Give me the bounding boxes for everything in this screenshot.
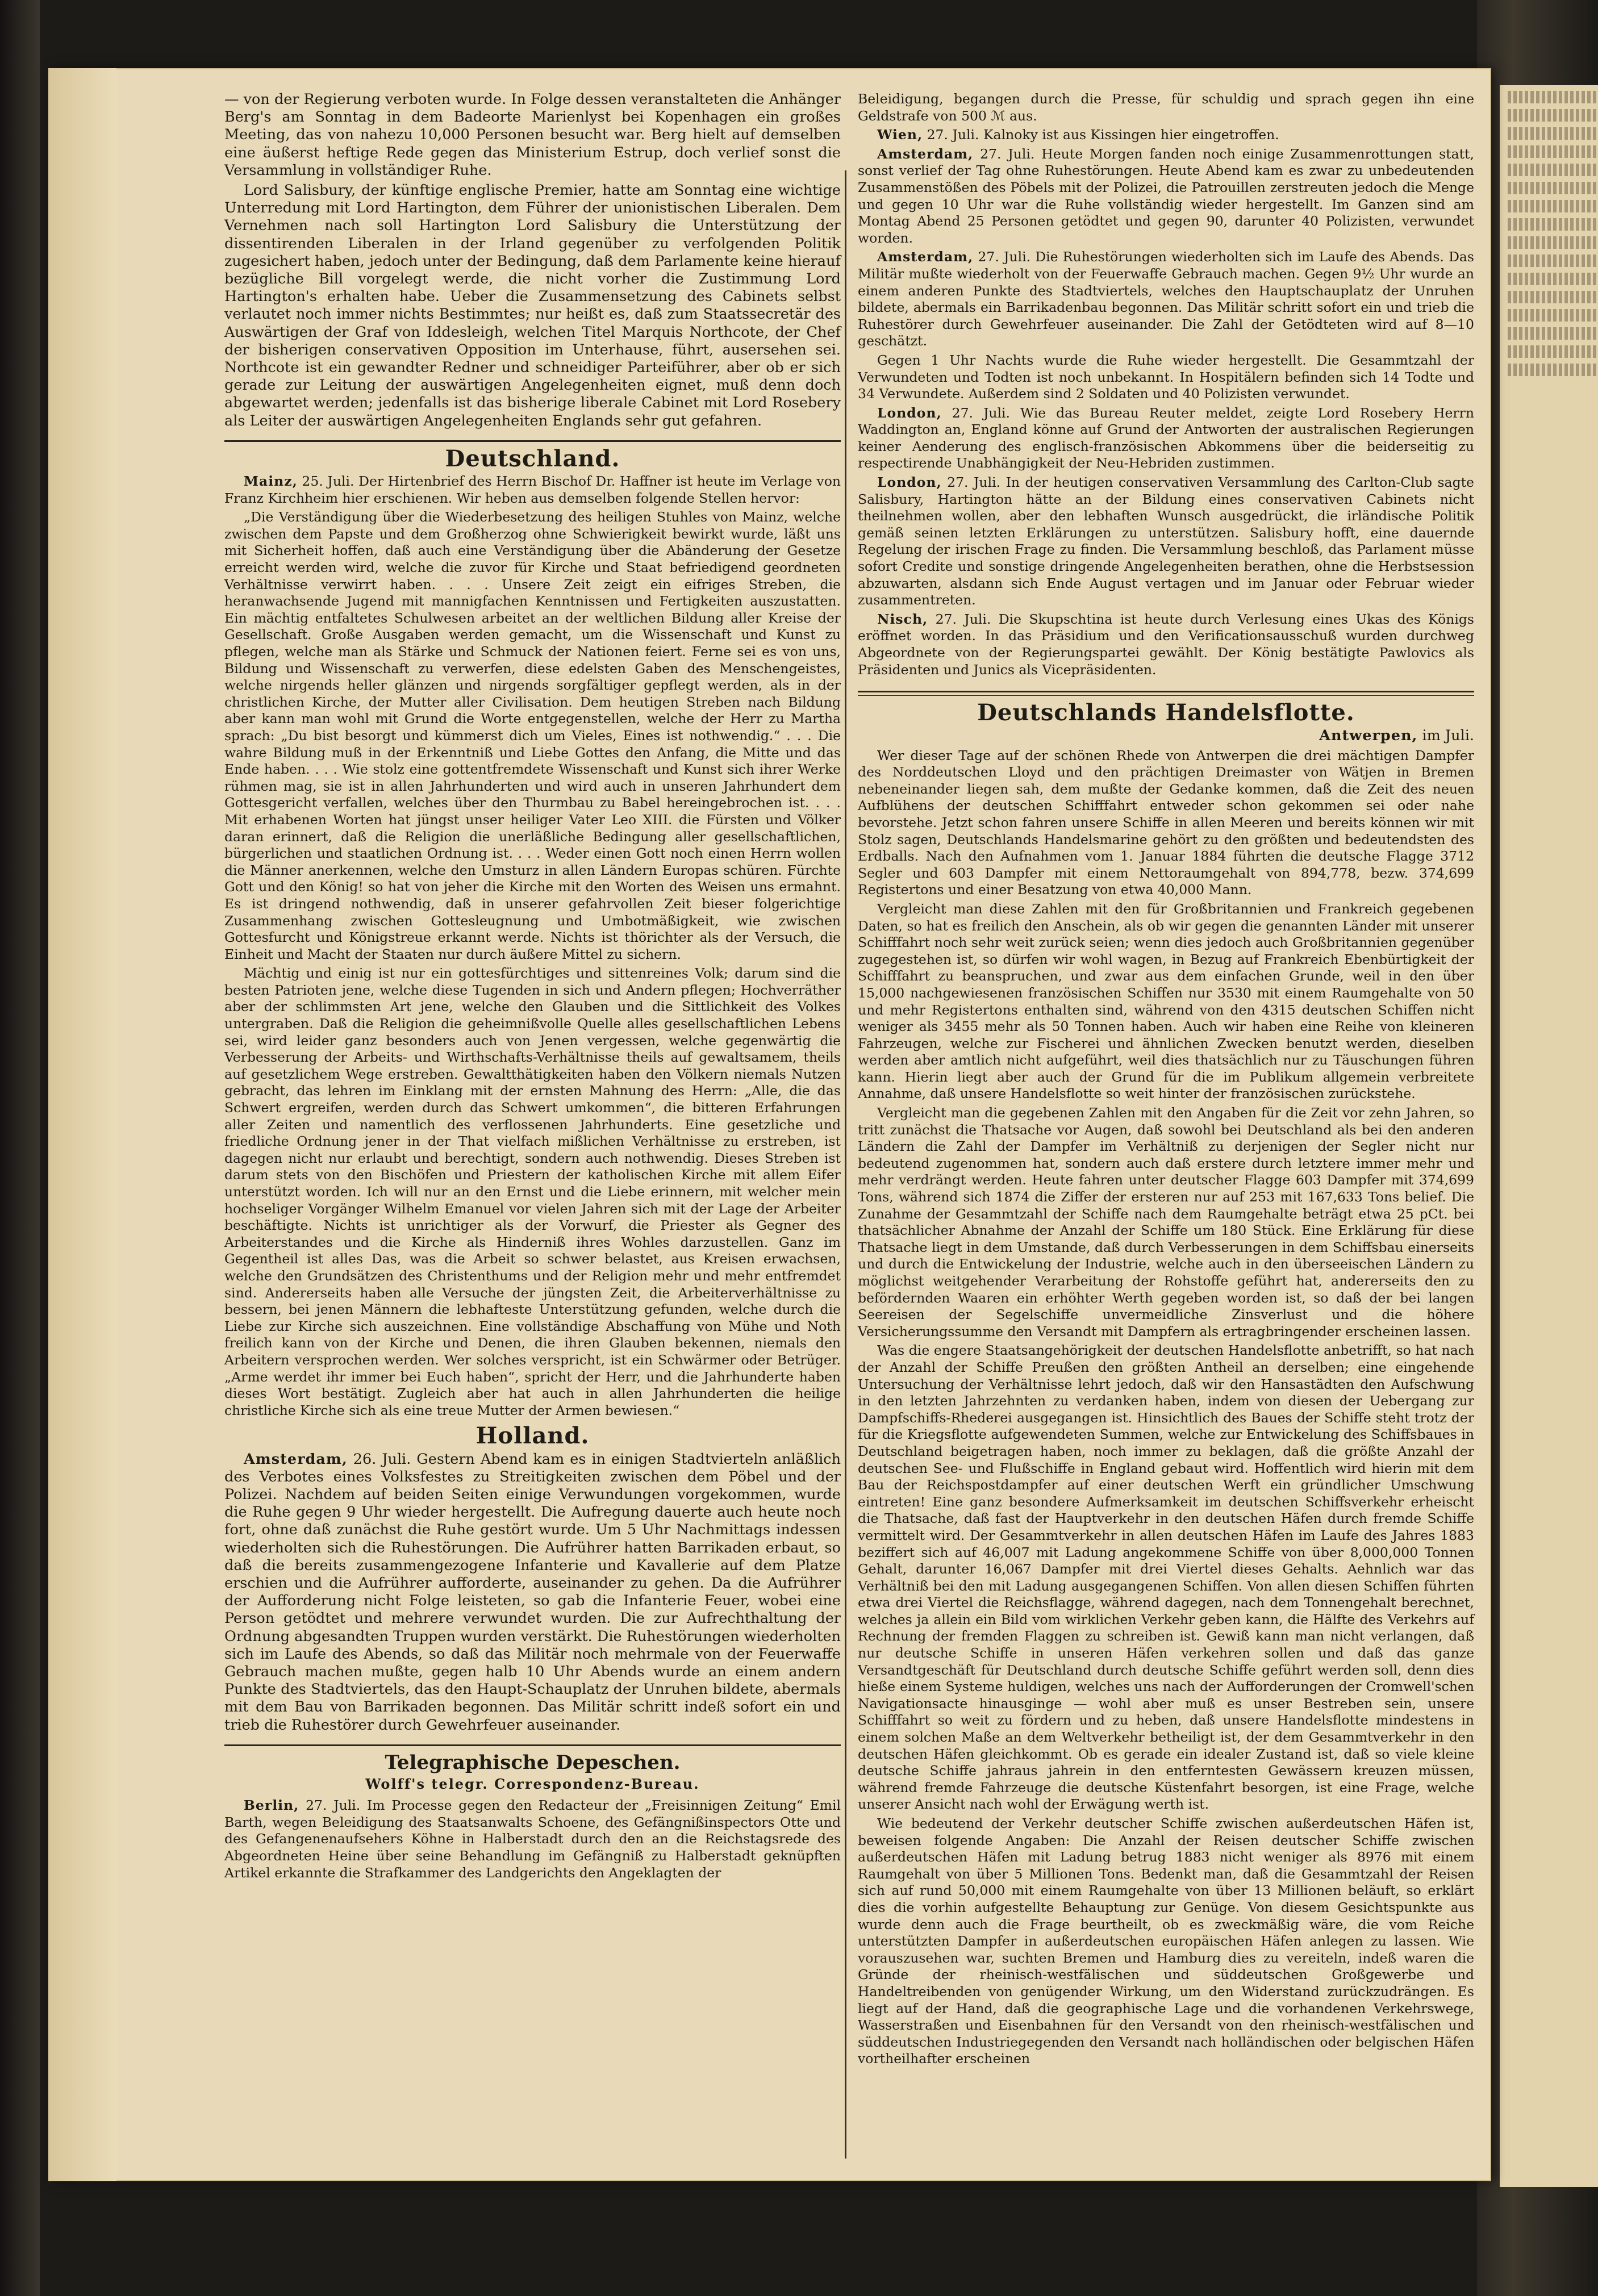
date: 27. Juli. <box>947 474 1001 491</box>
article-text: Der Hirtenbrief des Herrn Bischof Dr. Haffner ist heute im Verlage von Franz Kirchheim hier erschienen. Wir heben aus demselben folgende Stellen hervor: <box>224 473 841 506</box>
dateline: London, <box>877 404 942 421</box>
dateline: Amsterdam, <box>877 145 974 162</box>
date: 27. Juli. <box>952 404 1011 421</box>
dateline: Wien, <box>877 127 923 143</box>
article-text: Gestern Abend kam es in einigen Stadtvierteln anläßlich des Verbotes eines Volksfestes zu Streitigkeiten zwischen dem Pöbel und der Polizei. Nachdem auf beiden Seiten einige Verwundungen vorgekommen, wurde die Ruhe gegen 9 Uhr wieder hergestellt. Die Aufregung dauerte auch heute noch fort, ohne daß zunächst die Ruhe gestört wurde. Um 5 Uhr Nachmittags indessen wiederholten sich die Ruhestörungen. Die Aufrührer hatten Barrikaden erbaut, so daß die bereits zusammengezogene Infanterie und Kavallerie auf dem Platze erschien und die Aufrührer aufforderte, auseinander zu gehen. Da die Aufrührer der Aufforderung nicht Folge leisteten, so gab die Infanterie Feuer, wobei eine Person getödtet und mehrere verwundet wurden. Die zur Aufrechthaltung der Ordnung abgesandten Truppen wurden verstärkt. Die Ruhestörungen wiederholten sich im Laufe des Abends, so daß das Militär noch mehrmale von der Feuerwaffe Gebrauch machen mußte, gegen halb 10 Uhr Abends wurde an einem andern Punkte des Stadtviertels, das den Haupt-Schauplatz der Unruhen bildete, abermals mit dem Bau von Barrikaden begonnen. Das Militär schritt indeß sofort ein und trieb die Ruhestörer durch Gewehrfeuer auseinander. <box>224 1450 841 1734</box>
date: 25. Juli. <box>302 473 354 490</box>
bureau-line: Wolff's telegr. Correspondenz-Bureau. <box>365 1775 700 1792</box>
article-paragraph: Vergleicht man diese Zahlen mit den für Großbritannien und Frankreich gegebenen Daten, so hat es freilich den Anschein, als ob wir gegen die genannten Länder mit unserer Schifffahrt noch sehr weit zurück seien; wenn dies jedoch auch Großbritannien gegenüber zugegestehen ist, so dürfen wir wohl wagen, in Bezug auf Frankreich Ebenbürtigkeit der Schifffahrt zu beanspruchen, und zwar aus dem einfachen Grunde, weil in den über 15,000 nachgewiesenen französischen Schiffen nur 3530 mit einem Raumgehalte von 50 und mehr Registertons enthalten sind, während von den 4315 deutschen Schiffen nicht weniger als 3455 mehr als 50 Tonnen haben. Auch wir haben eine Reihe von kleineren Fahrzeugen, welche zur Fischerei und ähnlichen Zwecken benutzt werden, dieselben werden aber amtlich nicht aufgeführt, weil dies thatsächlich nur zu Täuschungen führen kann. Hierin liegt aber auch der Grund für die im Publikum allgemein verbreitete Annahme, daß unsere Handelsflotte so weit hinter der französischen zurückstehe. <box>858 900 1474 1102</box>
dateline: Amsterdam, <box>877 249 974 265</box>
telegram-text: Kalnoky ist aus Kissingen hier eingetroffen. <box>983 127 1279 143</box>
telegram-text: Heute Morgen fanden noch einige Zusammenrottungen statt, sonst verlief der Tag ohne Ruhestörungen. Heute Abend kam es zwar zu unbedeutenden Zusammenstößen des Pöbels mit der Polizei, die Patrouillen zerstreuten jedoch die Menge und gegen 10 Uhr war die Ruhe vollständig wieder hergestellt. Im Ganzen sind am Montag Abend 25 Personen getödtet und gegen 90, darunter 40 Polizisten, verwundet worden. <box>858 145 1474 246</box>
dateline: Amsterdam, <box>244 1450 348 1468</box>
article-paragraph: — von der Regierung verboten wurde. In Folge dessen veranstalteten die Anhänger Berg's am Sonntag in dem Badeorte Marienlyst bei Kopenhagen ein großes Meeting, das von nahezu 10,000 Personen besucht war. Berg hielt auf demselben eine äußerst heftige Rede gegen das Ministerium Estrup, doch verlief sonst die Versammlung in vollständiger Ruhe. <box>224 91 841 179</box>
date: 27. Juli. <box>978 249 1031 265</box>
section-heading-holland: Holland. <box>475 1422 590 1450</box>
column-divider <box>845 170 846 2159</box>
date: 27. Juli. <box>927 127 979 143</box>
quote-paragraph: Mächtig und einig ist nur ein gottesfürchtiges und sittenreines Volk; darum sind die besten Patrioten jene, welche diese Tugenden in sich und Andern pflegen; Hochverräther aber der schlimmsten Art jene, welche den Glauben und die Sittlichkeit des Volkes untergraben. Daß die Religion die geheimnißvolle Quelle alles gesellschaftlichen Lebens sei, wird leider ganz besonders auch von Jenen vergessen, welche gegenwärtig die Verbesserung der Arbeits- und Wirthschafts-Verhältnisse theils auf gewaltsamem, theils auf gesetzlichem Wege erstreben. Gewaltthätigkeiten haben den Völkern niemals Nutzen gebracht, das lehren im Einklang mit der ernsten Mahnung des Herrn: „Alle, die das Schwert ergreifen, werden durch das Schwert umkommen“, die bitteren Erfahrungen aller Zeiten und namentlich des verflossenen Jahrhunderts. Eine gesetzliche und friedliche Ordnung jener in der That vielfach mißlichen Verhältnisse zu erstreben, ist dagegen nicht nur erlaubt und berechtigt, sondern auch nothwendig. Dieses Streben ist darum stets von den Bischöfen und Priestern der katholischen Kirche mit allem Eifer unterstützt worden. Ich will nur an den Ernst und die Liebe erinnern, mit welcher mein hochseliger Vorgänger Wilhelm Emanuel vor vielen Jahren sich mit der Lage der Arbeiter beschäftigte. Nichts ist unrichtiger als der Vorwurf, die Priester als Gegner des Arbeiterstandes und die Kirche als Hinderniß ihres Wohles darzustellen. Ganz im Gegentheil ist alles Das, was die Arbeit so schwer belastet, aus Kreisen erwachsen, welche den Grundsätzen des Christenthums und der Religion mehr und mehr entfremdet sind. Andererseits haben alle Versuche der jüngsten Zeit, die Arbeiterverhältnisse zu bessern, bei jenen Männern die lebhafteste Unterstützung gefunden, welche durch die Liebe zur Kirche sich auszeichnen. Eine vollständige Abschaffung von Mühe und Noth freilich kann von der Kirche und Denen, die ihren Glauben bekennen, niemals den Arbeitern versprochen werden. Wer solches verspricht, ist ein Schwärmer oder Betrüger. „Arme werdet ihr immer bei Euch haben“, spricht der Herr, und die Jahrhunderte haben dieses Wort bestätigt. Zugleich aber hat auch in allen Jahrhunderten die heilige christliche Kirche sich als eine treue Mutter der Armen bewiesen.“ <box>224 965 841 1418</box>
date: 27. Juli. <box>935 611 991 627</box>
date: 26. Juli. <box>353 1450 411 1468</box>
article-paragraph: Vergleicht man die gegebenen Zahlen mit den Angaben für die Zeit vor zehn Jahren, so tritt zunächst die Thatsache vor Augen, daß sowohl bei Deutschland als bei den anderen Ländern die Zahl der Dampfer im Verhältniß zu derjenigen der Segler nicht nur bedeutend zugenommen hat, sondern auch daß erstere durch letztere immer mehr und mehr verdrängt werden. Heute fahren unter deutscher Flagge 603 Dampfer mit 374,699 Tons, während sich 1874 die Ziffer der ersteren nur auf 253 mit 167,633 Tons belief. Die Zunahme der Gesammtzahl der Schiffe nach dem Raumgehalte beträgt etwa 25 pCt. bei thatsächlicher Abnahme der Anzahl der Schiffe um 180 Stück. Eine Erklärung für diese Thatsache liegt in dem Umstande, daß durch Verbesserungen in dem Schiffsbau einerseits und durch die Entwickelung der Industrie, welche auch in den überseeischen Ländern zu möglichst weitgehender Verarbeitung der Rohstoffe geführt hat, andererseits den zu befördernden Waaren ein erhöhter Werth gegeben worden ist, so daß der bei langen Seereisen der Segelschiffe unvermeidliche Zinsverlust und die höhere Versicherungssumme den Versandt mit Dampfern als ertragbringender erscheinen lassen. <box>858 1105 1474 1339</box>
section-heading-telegraphic: Telegraphische Depeschen. <box>385 1751 681 1774</box>
right-column <box>858 91 1474 2070</box>
section-rule <box>858 691 1474 696</box>
article-paragraph: Was die engere Staatsangehörigkeit der deutschen Handelsflotte anbetrifft, so hat nach der Anzahl der Schiffe Preußen den größten Antheil an derselben; eine eingehende Untersuchung der Verhältnisse lehrt jedoch, daß wir den Hansastädten den Aufschwung in den letzten Jahrzehnten zu verdanken haben, indem von diesen der Uebergang zur Dampfschiffs-Rhederei ausgegangen ist. Hinsichtlich des Baues der Schiffe steht trotz der für die Kriegsflotte aufgewendeten Summen, welche zur Entwickelung des Schiffsbaues in Deutschland beigetragen haben, noch immer zu beklagen, daß die größte Anzahl der deutschen See- und Flußschiffe in England gebaut wird. Hoffentlich wird hierin mit dem Bau der Reichspostdampfer auf einer deutschen Werft ein gründlicher Umschwung eintreten! Eine ganz besondere Aufmerksamkeit im deutschen Schiffsverkehr erheischt die Thatsache, daß fast der Hauptverkehr in den deutschen Häfen durch fremde Schiffe vermittelt wird. Der Gesammtverkehr in allen deutschen Häfen im Laufe des Jahres 1883 beziffert sich auf 46,007 mit Ladung angekommene Schiffe von über 8,000,000 Tonnen Gehalt, darunter 16,067 Dampfer mit drei Viertel dieses Gehalts. Aehnlich war das Verhältniß bei den mit Ladung ausgegangenen Schiffen. Von allen diesen Schiffen führten etwa drei Viertel die Reichsflagge, während dagegen, nach dem Tonnengehalt berechnet, welches ja allein ein Bild vom wirklichen Verkehr geben kann, die Hälfte des Verkehrs auf Rechnung der fremden Flaggen zu schreiben ist. Gewiß kann man nicht verlangen, daß nur deutsche Schiffe in unseren Häfen verkehren sollen und daß das ganze Versandtgeschäft für Deutschland durch deutsche Schiffe geführt werden soll, denn dies hieße einem Systeme huldigen, welches uns nach der Aufforderungen der Cromwell'schen Navigationsacte hinausginge — wohl aber muß es unser Bestreben sein, unsere Schifffahrt so weit zu fördern und zu heben, daß unsere Handelsflotte mindestens in einem solchen Maße an dem Weltverkehr betheiligt ist, der dem Gesammtverkehr in den deutschen Häfen gleichkommt. Ob es gerade ein idealer Zustand ist, daß so viele kleine deutsche Schiffe jahraus jahrein in den entferntesten Gewässern kreuzen müssen, während fremde Fahrzeuge die deutsche Küstenfahrt besorgen, ist eine Frage, welche unserer Ansicht nach wohl der Erwägung werth ist. <box>858 1342 1474 1813</box>
left-column <box>224 91 841 1884</box>
article-paragraph: Wer dieser Tage auf der schönen Rhede von Antwerpen die drei mächtigen Dampfer des Norddeutschen Lloyd und den prächtigen Dreimaster von Wätjen in Bremen nebeneinander liegen sah, dem mußte der Gedanke kommen, daß die Zeit des neuen Aufblühens der deutschen Schifffahrt entweder schon gekommen sei oder nahe bevorstehe. Jetzt schon fahren unsere Schiffe in allen Meeren und bereits können wir mit Stolz sagen, Deutschlands Handelsmarine gehört zu den größten und bedeutendsten des Erdballs. Nach den Aufnahmen vom 1. Januar 1884 führten die deutsche Flagge 3712 Segler und 603 Dampfer mit einem Nettoraumgehalt von 894,778, bezw. 374,699 Registertons und einer Besatzung von etwa 40,000 Mann. <box>858 747 1474 898</box>
quote-paragraph: „Die Verständigung über die Wiederbesetzung des heiligen Stuhles von Mainz, welche zwischen dem Papste und dem Großherzog ohne Schwierigkeit bewirkt wurde, läßt uns mit Sicherheit hoffen, daß auch eine Verständigung über die Abänderung der Gesetze erreicht werden wird, welche die zuvor für Kirche und Staat befriedigend geordneten Verhältnisse verwirrt haben. . . . Unsere Zeit zeigt ein eifriges Streben, die heranwachsende Jugend mit mannigfachen Kenntnissen und Fertigkeiten auszustatten. Ein mächtig entfaltetes Schulwesen arbeitet an der weltlichen Bildung aller Kreise der Gesellschaft. Große Ausgaben werden gemacht, um die Wissenschaft und Kunst zu pflegen, welche man als Stärke und Schmuck der Nationen feiert. Ferne sei es von uns, Bildung und Wissenschaft zu verwerfen, diese edelsten Gaben des Menschengeistes, welche nirgends heller glänzen und nirgends sorgfältiger gepflegt werden, als in der christlichen Kirche, der Mutter aller Civilisation. Dem heutigen Streben nach Bildung aber kann man wohl mit Grund die Worte entgegenstellen, welche der Herr zu Martha sprach: „Du bist besorgt und kümmerst dich um Vieles, Eines ist nothwendig.“ . . . Die wahre Bildung muß in der Erkenntniß und Liebe Gottes den Anfang, die Mitte und das Ende haben. . . . Wie stolz eine gottentfremdete Wissenschaft und Kunst sich ihrer Werke rühmen mag, sie ist in allen Jahrhunderten und wird auch in unseren Jahrhundert dem Gottesgericht verfallen, welches über den Thurmbau zu Babel hereingebrochen ist. . . . Mit erhabenen Worten hat jüngst unser heiliger Vater Leo XIII. die Fürsten und Völker daran erinnert, daß die Religion die unerläßliche Bedingung aller gesellschaftlichen, bürgerlichen und staatlichen Ordnung ist. . . . Weder einen Gott noch einen Herrn wollen die Männer anerkennen, welche den Umsturz in allen Ländern Europas schüren. Fürchte Gott und den König! so hat von jeher die Kirche mit den Worten des Weisen uns ermahnt. Es ist dringend nothwendig, daß in unserer gefahrvollen Zeit bieser folgerichtige Zusammenhang zwischen Gottesleugnung und Umbotmäßigkeit, wie zwischen Gottesfurcht und Königstreue erkannt werde. Nichts ist thörichter als der Versuch, die Einheit und Macht der Staaten nur durch äußere Mittel zu sichern. <box>224 509 841 962</box>
adjacent-page-edge <box>1500 85 1598 2187</box>
date: 27. Juli. <box>306 1797 361 1814</box>
page-gutter <box>48 68 116 2181</box>
article-paragraph: Wie bedeutend der Verkehr deutscher Schiffe zwischen außerdeutschen Häfen ist, beweisen folgende Angaben: Die Anzahl der Reisen deutscher Schiffe zwischen außerdeutschen Häfen mit Ladung betrug 1883 nicht weniger als 8976 mit einem Raumgehalt von über 5 Millionen Tons. Bedenkt man, daß die Gesammtzahl der Reisen sich auf rund 50,000 mit einem Raumgehalte von über 13 Millionen beläuft, so erklärt dies die vorhin aufgestellte Behauptung zur Genüge. Von diesem Gesichtspunkte aus wurde denn auch die Frage beurtheilt, ob es zweckmäßig wäre, die vom Reiche unterstützten Dampfer in außerdeutschen europäischen Häfen anlegen zu lassen. Wie vorauszusehen war, suchten Bremen und Hamburg dies zu vereiteln, indeß waren die Gründe der rheinisch-westfälischen und süddeutschen Großgewerbe und Handeltreibenden von genügender Wirkung, um den Widerstand zurückzudrängen. Es liegt auf der Hand, daß die geographische Lage und die vorhandenen Verkehrswege, Wasserstraßen und Eisenbahnen für den Versandt von den rheinisch-westfälischen und süddeutschen Industriegegenden den Versandt nach holländischen oder belgischen Häfen vortheilhafter erscheinen <box>858 1815 1474 2067</box>
article-paragraph: Lord Salisbury, der künftige englische Premier, hatte am Sonntag eine wichtige Unterredung mit Lord Hartington, dem Führer der unionistischen Liberalen. Dem Vernehmen nach soll Hartington Lord Salisbury die Unterstützung der dissentirenden Liberalen in der Irland gegenüber zu verfolgenden Politik zugesichert haben, jedoch unter der Bedingung, daß dem Parlamente keine hierauf bezügliche Bill vorgelegt werde, die nicht vorher die Zustimmung Lord Hartington's erhalten habe. Ueber die Zusammensetzung des Cabinets selbst verlautet noch immer nichts Bestimmtes; nur heißt es, daß zum Staatssecretär des Auswärtigen der Graf von Iddesleigh, welchen Titel Marquis Northcote, der Chef der bisherigen conservativen Opposition im Unterhause, führt, ausersehen sei. Northcote ist ein gewandter Redner und schneidiger Parteiführer, aber ob er sich gerade zur Leitung der auswärtigen Angelegenheiten eignet, muß denn doch abgewartet werden; jedenfalls ist das bisherige liberale Cabinet mit Lord Rosebery als Leiter der auswärtigen Angelegenheiten Englands sehr gut gefahren. <box>224 182 841 429</box>
dateline: Nisch, <box>877 611 928 627</box>
telegram-text: Gegen 1 Uhr Nachts wurde die Ruhe wieder hergestellt. Die Gesammtzahl der Verwundeten und Todten ist noch unbekannt. In Hospitälern befinden sich 14 Todte und 34 Verwundete. Außerdem sind 2 Soldaten und 40 Polizisten verwundet. <box>858 352 1474 402</box>
dateline: Mainz, <box>244 473 298 490</box>
dateline: London, <box>877 474 942 491</box>
telegram-text: Die Skupschtina ist heute durch Verlesung eines Ukas des Königs eröffnet worden. In das Präsidium und den Verificationsausschuß wurden durchweg Abgeordnete von der Regierungspartei gewählt. Der König bestätigte Pawlovics als Präsidenten und Junics als Vicepräsidenten. <box>858 611 1474 678</box>
telegram-text: Wie das Bureau Reuter meldet, zeigte Lord Rosebery Herrn Waddington an, England könne auf Grund der Antworten der australischen Regierungen keiner Aenderung des englisch-französischen Abkommens über die beiderseitig zu respectirende Unabhängigkeit der Neu-Hebriden zustimmen. <box>858 404 1474 471</box>
article-paragraph: Beleidigung, begangen durch die Presse, für schuldig und sprach gegen ihn eine Geldstrafe von 500 ℳ aus. <box>858 91 1474 124</box>
date: 27. Juli. <box>980 145 1035 162</box>
place-date-line <box>858 727 1474 745</box>
dateline: Berlin, <box>244 1797 299 1814</box>
date: im Juli. <box>1422 727 1474 745</box>
section-heading-handelsflotte: Deutschlands Handelsflotte. <box>977 699 1355 727</box>
telegram-text: Die Ruhestörungen wiederholten sich im Laufe des Abends. Das Militär mußte wiederholt von der Feuerwaffe Gebrauch machen. Gegen 9½ Uhr wurde an einem anderen Punkte des Stadtviertels, welches den Hauptschauplatz der Unruhen bildete, abermals ein Barrikadenbau begonnen. Das Militär schritt sofort ein und trieb die Ruhestörer durch Gewehrfeuer auseinander. Die Zahl der Getödteten wird auf 8—10 geschätzt. <box>858 249 1474 349</box>
dateline: Antwerpen, <box>1319 727 1418 745</box>
article-text: Im Processe gegen den Redacteur der „Freisinnigen Zeitung“ Emil Barth, wegen Beleidigung des Staatsanwalts Schoene, des Gefängnißinspectors Otte und des Gefangenenaufsehers Köhne in Halberstadt durch den an die Reichstagsrede des Abgeordneten Heine über seine Behandlung im Gefängniß zu Halberstadt geknüpften Artikel erkannte die Strafkammer des Landgerichts den Angeklagten der <box>224 1797 841 1881</box>
scan-border-left <box>0 0 40 2296</box>
mainz-article <box>224 473 841 1419</box>
section-rule <box>224 440 841 442</box>
section-rule <box>224 1744 841 1746</box>
telegram-text: In der heutigen conservativen Versammlung des Carlton-Club sagte Salisbury, Hartington hätte an der Bildung eines conservativen Cabinets nicht theilnehmen wollen, aber den lebhaften Wunsch ausgedrückt, die irländische Politik gemäß seinen letzten Erklärungen zu unterstützen. Salisbury hofft, eine dauernde Regelung der irischen Frage zu finden. Die Versammlung beschloß, das Parlament müsse sofort Credite und sonstige dringende Angelegenheiten berathen, ohne die Herbstsession abzuwarten, alsdann sich Ende August vertagen und im Januar oder Februar wieder zusammentreten. <box>858 474 1474 608</box>
section-heading-deutschland: Deutschland. <box>445 445 620 472</box>
